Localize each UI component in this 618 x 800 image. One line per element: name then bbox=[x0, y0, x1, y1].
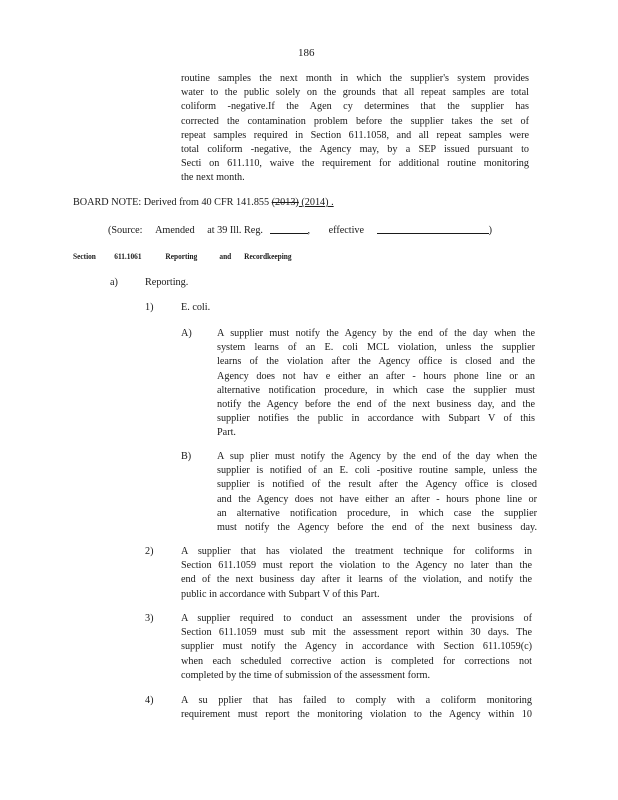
text-line: Secti on 611.110, waive the requirement for additional routine monitoring bbox=[181, 158, 529, 170]
reg-blank bbox=[270, 223, 308, 234]
text-line: end of the next business day after it learns of the violation, and notify the bbox=[181, 574, 532, 586]
page-number: 186 bbox=[298, 47, 315, 59]
item-4-marker: 4) bbox=[145, 695, 154, 706]
board-note bbox=[73, 196, 334, 210]
source-reg: at 39 Ill. Reg. bbox=[207, 225, 263, 236]
text-line: A supplier required to conduct an assessment under the provisions of bbox=[181, 613, 532, 624]
text-line: system learns of an E. coli MCL violation, unless the supplier bbox=[217, 342, 535, 354]
item-2-marker: 2) bbox=[145, 546, 154, 557]
text-line: notify the Agency before the end of the next business day, and the bbox=[217, 399, 535, 411]
source-comma: , bbox=[307, 225, 311, 236]
text-line: Part. bbox=[217, 427, 236, 439]
item-1-title: E. coli. bbox=[181, 302, 211, 313]
effective-blank bbox=[377, 223, 489, 234]
board-note-new-year: (2014) . bbox=[298, 197, 334, 208]
text-line: alternative notification procedure, in which case the supplier must bbox=[217, 384, 535, 396]
text-line: public in accordance with Subpart V of this Part. bbox=[181, 588, 380, 600]
text-line: supplier must notify the Agency in accordance with Section 611.1059(c) bbox=[181, 641, 532, 653]
section-title-2: Recordkeeping bbox=[244, 252, 292, 261]
text-line: Agency does not hav e either an after - hours phone line or an bbox=[217, 370, 535, 382]
text-line: must notify the Agency before the end of the next business day. bbox=[217, 522, 537, 534]
text-line: A su pplier that has failed to comply with a coliform monitoring bbox=[181, 695, 532, 706]
section-heading bbox=[73, 250, 292, 264]
subsection-a-title: Reporting. bbox=[145, 277, 189, 288]
source-open: (Source: bbox=[108, 225, 143, 236]
source-amended: Amended bbox=[155, 225, 195, 236]
source-close: ) bbox=[488, 225, 493, 236]
text-line: total coliform -negative, the Agency may, by a SEP issued pursuant to bbox=[181, 144, 529, 156]
intro-paragraph bbox=[181, 72, 529, 186]
item-2-text bbox=[181, 545, 532, 602]
text-line: A sup plier must notify the Agency by the end of the day when the bbox=[217, 451, 537, 462]
text-line: supplier is notified of an E. coli -positive routine sample, unless the bbox=[217, 465, 537, 477]
source-note bbox=[108, 223, 492, 238]
section-title-1: Reporting bbox=[165, 252, 198, 261]
text-line: water to the public solely on the grounds that all repeat samples are total bbox=[181, 87, 529, 99]
board-note-text: BOARD NOTE: Derived from 40 CFR 141.855 bbox=[73, 197, 272, 208]
text-line: learns of the violation after the Agency office is closed and the bbox=[217, 356, 535, 368]
source-effective: effective bbox=[328, 225, 365, 236]
item-4-text bbox=[181, 694, 532, 722]
text-line: supplier is notified of the result after the Agency office is closed bbox=[217, 479, 537, 491]
subsection-a-marker: a) bbox=[110, 277, 118, 288]
item-1A-marker: A) bbox=[181, 328, 192, 339]
section-title-and: and bbox=[219, 252, 232, 261]
text-line: when each scheduled corrective action is completed for corrections not bbox=[181, 655, 532, 667]
text-line: and the Agency does not have either an after - hours phone line or bbox=[217, 493, 537, 505]
item-3-marker: 3) bbox=[145, 613, 154, 624]
text-line: the next month. bbox=[181, 172, 245, 184]
text-line: A supplier that has violated the treatment technique for coliforms in bbox=[181, 546, 532, 557]
section-number: 611.1061 bbox=[114, 252, 142, 261]
board-note-struck-year: (2013) bbox=[271, 197, 299, 208]
text-line: requirement must report the monitoring violation to the Agency within 10 bbox=[181, 709, 532, 721]
item-1B-text bbox=[217, 450, 537, 535]
item-1A-text bbox=[217, 327, 535, 441]
item-1-marker: 1) bbox=[145, 302, 154, 313]
text-line: corrected the contamination problem before the supplier takes the set of bbox=[181, 115, 529, 127]
text-line: Section 611.1059 must report the violation to the Agency no later than the bbox=[181, 560, 532, 572]
section-label: Section bbox=[73, 252, 96, 261]
text-line: Section 611.1059 must sub mit the assessment report within 30 days. The bbox=[181, 627, 532, 639]
text-line: completed by the time of submission of the assessment form. bbox=[181, 669, 430, 681]
text-line: routine samples the next month in which the supplier's system provides bbox=[181, 73, 529, 84]
text-line: supplier notifies the public in accordance with Subpart V of this bbox=[217, 413, 535, 425]
text-line: an alternative notification procedure, in which case the supplier bbox=[217, 507, 537, 519]
text-line: repeat samples required in Section 611.1058, and all repeat samples were bbox=[181, 129, 529, 141]
text-line: A supplier must notify the Agency by the end of the day when the bbox=[217, 328, 535, 339]
text-line: coliform -negative.If the Agen cy determines that the supplier has bbox=[181, 101, 529, 113]
item-3-text bbox=[181, 612, 532, 683]
item-1B-marker: B) bbox=[181, 451, 192, 462]
